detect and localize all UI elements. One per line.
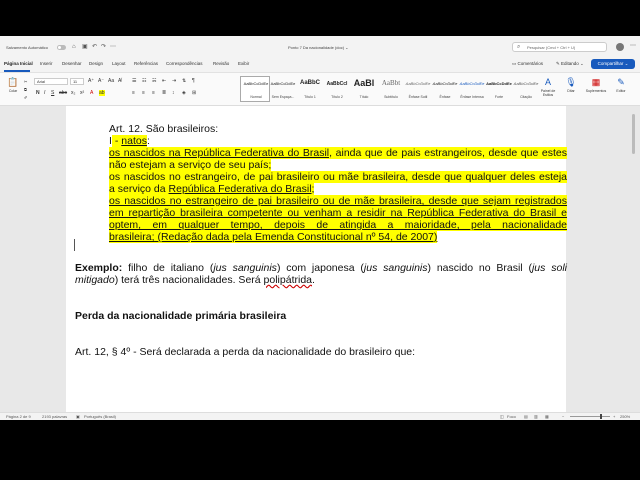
- style-heading-1[interactable]: AaBbC Título 1: [299, 80, 320, 99]
- share-button[interactable]: Compartilhar ⌄: [591, 59, 635, 69]
- zoom-out-icon[interactable]: −: [562, 414, 565, 419]
- document-page[interactable]: [66, 106, 566, 412]
- art12-heading: Art. 12. São brasileiros:: [109, 123, 219, 135]
- comment-icon: ▭: [512, 61, 518, 66]
- editing-mode-button[interactable]: ✎ Editando ⌄: [556, 61, 584, 66]
- page-indicator[interactable]: Página 2 de 9: [6, 414, 31, 419]
- paragraph-line: os nascidos no estrangeiro, de pai brasileiro ou mãe brasileira, desde que qualquer deles esteja: [109, 171, 567, 183]
- subscript-icon[interactable]: x₂: [71, 90, 76, 96]
- numbering-icon[interactable]: ☷: [142, 78, 147, 84]
- example-line: Exemplo: filho de italiano (jus sanguinis) com japonesa (jus sanguinis) nascido no Brasil (jus soli: [75, 262, 567, 274]
- add-ins-button[interactable]: ▦ Suplementos: [585, 77, 607, 93]
- style-quote[interactable]: AaBbCcDdEe Citação: [513, 81, 539, 99]
- borders-icon[interactable]: ⊞: [192, 90, 197, 96]
- align-left-icon[interactable]: ≡: [132, 90, 135, 96]
- grow-font-icon[interactable]: A⁺: [88, 78, 94, 84]
- save-icon[interactable]: ▣: [82, 44, 88, 50]
- style-subtle-emphasis[interactable]: AaBbCcDdEe Ênfase Sutil: [405, 81, 431, 99]
- title-bar: [0, 36, 640, 58]
- clipboard-icon: 📋: [7, 77, 19, 87]
- align-center-icon[interactable]: ≡: [142, 90, 145, 96]
- cut-icon[interactable]: ✂: [24, 79, 28, 84]
- superscript-icon[interactable]: x²: [80, 90, 85, 96]
- undo-icon[interactable]: ↶: [92, 44, 98, 50]
- read-mode-icon[interactable]: ▤: [524, 414, 528, 419]
- section-heading: Perda da nacionalidade primária brasileira: [75, 310, 287, 322]
- styles-pane-button[interactable]: A Painel de Estilos: [537, 75, 559, 103]
- style-normal[interactable]: AaBbCcDdEe Normal: [240, 76, 270, 102]
- search-icon: ⌕: [517, 44, 521, 50]
- dictate-button[interactable]: 🎙 Ditar: [560, 75, 582, 103]
- comments-button[interactable]: ▭ Comentários: [512, 61, 544, 66]
- vertical-scrollbar[interactable]: [632, 114, 635, 154]
- paragraph-line: brasileira; (Redação dada pela Emenda Constitucional nº 54, de 2007): [109, 231, 438, 243]
- redo-icon[interactable]: ↷: [101, 44, 107, 50]
- art12-paragraph-4: Art. 12, § 4º - Será declarada a perda da nacionalidade do brasileiro que:: [75, 346, 416, 358]
- font-size-select[interactable]: 11: [70, 78, 84, 85]
- word-count[interactable]: 2193 palavras: [42, 414, 68, 419]
- editor-icon: ✎: [617, 77, 625, 87]
- tab-review[interactable]: Revisão: [213, 61, 230, 66]
- styles-gallery: [240, 76, 539, 102]
- language-indicator[interactable]: Português (Brasil): [84, 414, 117, 419]
- zoom-level[interactable]: 250%: [620, 414, 631, 419]
- copy-icon[interactable]: ⧉: [24, 87, 27, 92]
- tab-layout[interactable]: Layout: [112, 61, 126, 66]
- tab-view[interactable]: Exibir: [238, 61, 250, 66]
- paragraph-line: não estejam a serviço de seu país;: [109, 159, 272, 171]
- zoom-slider-thumb[interactable]: [600, 414, 602, 419]
- style-subtitle[interactable]: AaBbt Subtítulo: [381, 79, 401, 99]
- print-layout-icon[interactable]: ▥: [534, 414, 538, 419]
- web-layout-icon[interactable]: ▦: [545, 414, 549, 419]
- pencil-icon: ✎: [556, 61, 562, 66]
- tab-insert[interactable]: Inserir: [40, 61, 53, 66]
- more-icon[interactable]: ⋯: [110, 44, 116, 50]
- add-ins-icon: ▦: [591, 77, 601, 87]
- editor-button[interactable]: ✎ Editor: [610, 75, 632, 103]
- line-spacing-icon[interactable]: ↕: [172, 90, 175, 96]
- strikethrough-icon[interactable]: abc: [59, 90, 68, 96]
- font-name-select[interactable]: Arial: [34, 78, 68, 85]
- paragraph-line: a serviço da República Federativa do Brasil;: [109, 183, 315, 195]
- document-title[interactable]: Ponto 7 Da nacionalidade (doc) ⌄: [288, 45, 349, 50]
- show-marks-icon[interactable]: ¶: [192, 78, 195, 84]
- font-color-icon[interactable]: A: [90, 90, 94, 96]
- zoom-in-icon[interactable]: +: [613, 414, 616, 419]
- bullets-icon[interactable]: ☰: [132, 78, 137, 84]
- style-no-spacing[interactable]: AaBbCcDdEe Sem Espaça...: [270, 81, 296, 99]
- focus-icon[interactable]: ◫: [500, 414, 504, 419]
- format-painter-icon[interactable]: ✐: [24, 95, 28, 100]
- status-bar: [0, 412, 640, 420]
- multilevel-list-icon[interactable]: ☵: [152, 78, 157, 84]
- style-intense-emphasis[interactable]: AaBbCcDdEe Ênfase Intensa: [459, 81, 485, 99]
- tab-home[interactable]: Página Inicial: [4, 61, 33, 66]
- ribbon: [0, 72, 640, 106]
- tab-design[interactable]: Design: [89, 61, 104, 66]
- tab-references[interactable]: Referências: [134, 61, 159, 66]
- styles-pane-icon: A: [544, 77, 551, 87]
- underline-icon[interactable]: S: [51, 90, 55, 96]
- word-window: [0, 36, 640, 420]
- highlight-icon[interactable]: ab: [99, 90, 105, 96]
- style-emphasis[interactable]: AaBbCcDdEe Ênfase: [432, 81, 458, 99]
- item-natos: I - natos:: [109, 135, 150, 147]
- microphone-icon: 🎙: [565, 77, 577, 87]
- focus-button[interactable]: Foco: [507, 414, 516, 419]
- clear-format-icon[interactable]: A̸: [118, 78, 122, 84]
- shrink-font-icon[interactable]: A⁻: [98, 78, 104, 84]
- style-title[interactable]: AaBl Título: [353, 78, 375, 99]
- avatar[interactable]: [616, 43, 624, 51]
- increase-indent-icon[interactable]: ⇥: [172, 78, 177, 84]
- decrease-indent-icon[interactable]: ⇤: [162, 78, 167, 84]
- tab-draw[interactable]: Desenhar: [62, 61, 82, 66]
- autosave-toggle[interactable]: [57, 45, 66, 50]
- document-canvas[interactable]: [0, 106, 640, 412]
- home-icon[interactable]: ⌂: [72, 44, 76, 50]
- paragraph-line: os nascidos na República Federativa do Brasil, ainda que de pais estrangeiros, desde que estes: [109, 147, 568, 159]
- proofing-icon[interactable]: ▣: [76, 414, 80, 419]
- paragraph-line: os nascidos no estrangeiro de pai brasileiro ou de mãe brasileira, desde que sejam registrados: [109, 195, 567, 207]
- style-heading-2[interactable]: AaBbCcI Título 2: [326, 81, 348, 99]
- ribbon-tabs: [0, 58, 640, 72]
- style-strong[interactable]: AaBbCcDdEe Forte: [486, 81, 512, 99]
- align-right-icon[interactable]: ≡: [152, 90, 155, 96]
- shading-icon[interactable]: ◈: [182, 90, 186, 96]
- justify-icon[interactable]: ≣: [162, 90, 167, 96]
- more-options-icon[interactable]: ⋯: [630, 43, 636, 49]
- bold-icon[interactable]: N: [36, 90, 40, 96]
- paragraph-line: em repartição brasileira competente ou venham a residir na República Federativa do Brasil e: [109, 207, 567, 219]
- change-case-icon[interactable]: Aa: [108, 78, 115, 84]
- sort-icon[interactable]: ⇅: [182, 78, 187, 84]
- paragraph-line: optem, em qualquer tempo, depois de atingida a maioridade, pela nacionalidade: [109, 219, 567, 231]
- paste-button[interactable]: 📋 Colar: [2, 75, 24, 103]
- zoom-slider[interactable]: [570, 416, 610, 417]
- autosave-label: Salvamento Automático: [6, 45, 49, 50]
- italic-icon[interactable]: I: [44, 90, 46, 96]
- search-input[interactable]: ⌕ Pesquisar (Cmd + Ctrl + U): [512, 42, 607, 52]
- text-cursor: [74, 239, 75, 251]
- tab-mailings[interactable]: Correspondências: [166, 61, 203, 66]
- example-line: mitigado) terá três nacionalidades. Será polipátrida.: [75, 274, 315, 286]
